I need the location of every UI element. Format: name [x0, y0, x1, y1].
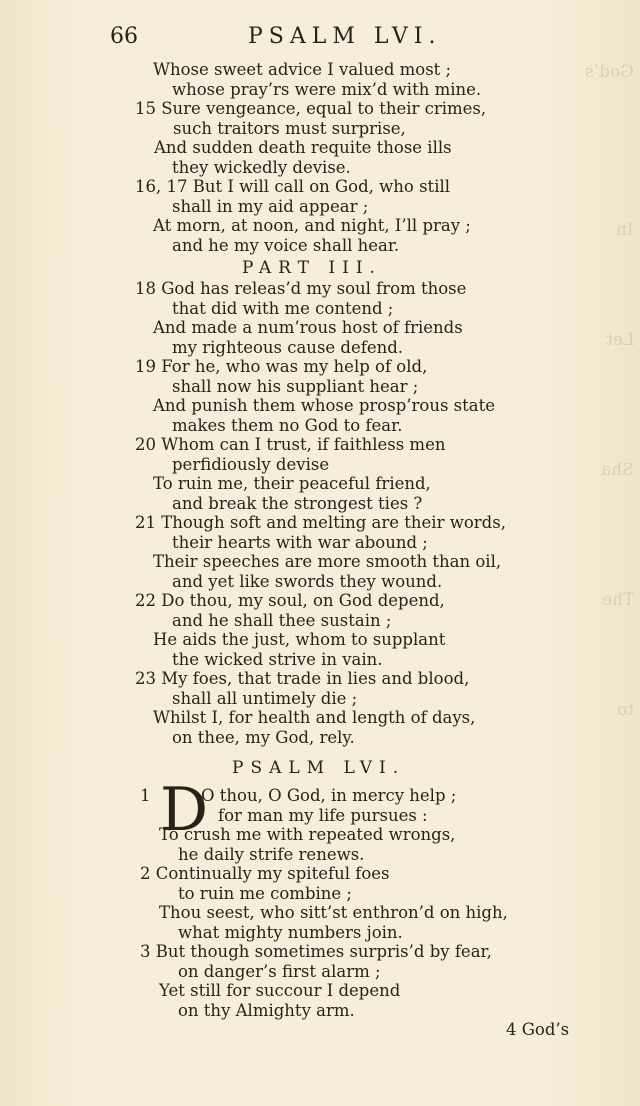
bleed-word: to [616, 700, 634, 720]
text-line: and he shall thee sustain ; [172, 611, 392, 630]
drop-cap: D [160, 775, 209, 845]
text-line: shall now his suppliant hear ; [172, 377, 419, 396]
text-line: to ruin me combine ; [178, 884, 352, 903]
text-line: on thee, my God, rely. [172, 728, 355, 747]
text-line: And made a num’rous host of friends [153, 318, 463, 337]
text-line: for man my life pursues : [218, 806, 428, 825]
page-number: 66 [110, 24, 138, 49]
text-line: Whose sweet advice I valued most ; [153, 60, 452, 79]
text-line: that did with me contend ; [172, 299, 394, 318]
running-head: PSALM LVI. [248, 24, 442, 49]
text-line: whose pray’rs were mix’d with mine. [172, 80, 482, 99]
text-line: At morn, at noon, and night, I’ll pray ; [153, 216, 471, 235]
text-line: what mighty numbers join. [178, 923, 403, 942]
text-line: shall all untimely die ; [172, 689, 358, 708]
bleed-word: Sha [601, 460, 634, 480]
text-line: 19 For he, who was my help of old, [135, 357, 428, 376]
text-line: shall in my aid appear ; [172, 197, 369, 216]
text-line: the wicked strive in vain. [172, 650, 383, 669]
text-line: and yet like swords they wound. [172, 572, 443, 591]
text-line: And punish them whose prosp’rous state [153, 396, 496, 415]
text-line: Whilst I, for health and length of days, [153, 708, 476, 727]
text-line: To crush me with repeated wrongs, [159, 825, 456, 844]
text-line: 23 My foes, that trade in lies and blood, [135, 669, 470, 688]
text-line: and break the strongest ties ? [172, 494, 423, 513]
text-line: 20 Whom can I trust, if faithless men [135, 435, 446, 454]
text-line: their hearts with war abound ; [172, 533, 428, 552]
text-line: And sudden death requite those ills [154, 138, 452, 157]
text-line: 2 Continually my spiteful foes [140, 864, 390, 883]
text-line: 3 But though sometimes surpris’d by fear, [140, 942, 492, 961]
text-line: He aids the just, whom to supplant [153, 630, 446, 649]
bleed-word: Let [605, 330, 634, 350]
text-line: they wickedly devise. [172, 158, 351, 177]
part-heading: PART III. [242, 258, 382, 278]
text-line: 15 Sure vengeance, equal to their crimes, [135, 99, 487, 118]
text-line: he daily strife renews. [178, 845, 365, 864]
text-line: To ruin me, their peaceful friend, [153, 474, 431, 493]
text-line: 18 God has releas’d my soul from those [135, 279, 467, 298]
psalm-heading: PSALM LVI. [232, 758, 406, 778]
text-line: Yet still for succour I depend [159, 981, 401, 1000]
verse-number: 1 [140, 786, 151, 805]
text-line: Their speeches are more smooth than oil, [153, 552, 502, 571]
catchword: 4 God’s [506, 1020, 570, 1039]
text-line: and he my voice shall hear. [172, 236, 400, 255]
text-line: 22 Do thou, my soul, on God depend, [135, 591, 445, 610]
text-line: my righteous cause defend. [172, 338, 404, 357]
text-line: 16, 17 But I will call on God, who still [135, 177, 451, 196]
text-line: 21 Though soft and melting are their words, [135, 513, 506, 532]
bleed-word: The [601, 590, 634, 610]
text-line: on danger’s first alarm ; [178, 962, 381, 981]
text-line: on thy Almighty arm. [178, 1001, 355, 1020]
bleed-word: God’s [585, 62, 634, 82]
text-line: O thou, O God, in mercy help ; [201, 786, 457, 805]
text-line: perfidiously devise [172, 455, 330, 474]
bleed-through-text [580, 0, 640, 1106]
bleed-word: In [616, 220, 634, 240]
text-line: makes them no God to fear. [172, 416, 403, 435]
text-line: Thou seest, who sitt’st enthron’d on high, [159, 903, 508, 922]
text-line: such traitors must surprise, [173, 119, 406, 138]
